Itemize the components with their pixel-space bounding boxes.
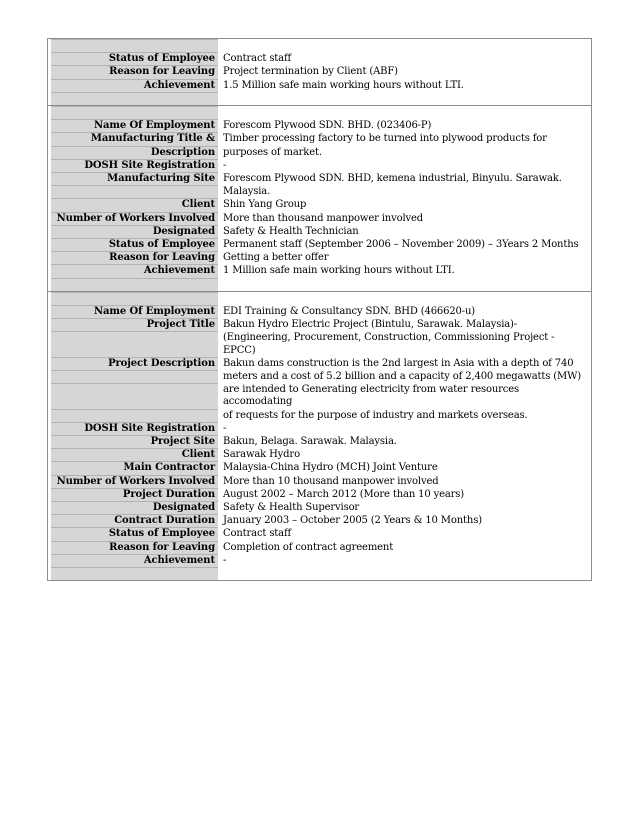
- table-row: [48, 541, 591, 554]
- end-value-cell: [221, 567, 591, 580]
- table-row: [48, 238, 591, 251]
- field-label: Achievement: [51, 79, 218, 92]
- spacer-label-cell: [51, 292, 218, 305]
- field-label: [51, 383, 218, 408]
- field-label: Status of Employee: [51, 52, 218, 65]
- table-row: [48, 461, 591, 474]
- section-spacer-row: [48, 106, 591, 119]
- field-value: Shin Yang Group: [221, 198, 591, 211]
- field-value: -: [221, 554, 591, 567]
- field-value: of requests for the purpose of industry and markets overseas.: [221, 409, 591, 422]
- field-value: Sarawak Hydro: [221, 448, 591, 461]
- field-value: Contract staff: [221, 527, 591, 540]
- field-label: DOSH Site Registration: [51, 422, 218, 435]
- field-label: Client: [51, 448, 218, 461]
- field-label: Number of Workers Involved: [51, 475, 218, 488]
- table-row: [48, 370, 591, 383]
- field-label: Reason for Leaving: [51, 251, 218, 264]
- field-value: Contract staff: [221, 52, 591, 65]
- field-label: Number of Workers Involved: [51, 212, 218, 225]
- table-row: [48, 132, 591, 145]
- end-label-cell: [51, 92, 218, 105]
- field-label: DOSH Site Registration: [51, 159, 218, 172]
- end-label-cell: [51, 567, 218, 580]
- field-value: (Engineering, Procurement, Construction, Commissioning Project - EPCC): [221, 331, 591, 356]
- field-value: More than 10 thousand manpower involved: [221, 475, 591, 488]
- field-label: Designated: [51, 501, 218, 514]
- field-value: Project termination by Client (ABF): [221, 65, 591, 78]
- table-row: [48, 475, 591, 488]
- field-label: Project Title: [51, 318, 218, 331]
- field-value: More than thousand manpower involved: [221, 212, 591, 225]
- field-value: are intended to Generating electricity from water resources accomodating: [221, 383, 591, 408]
- field-value: Timber processing factory to be turned into plywood products for: [221, 132, 591, 145]
- field-value: Getting a better offer: [221, 251, 591, 264]
- table-row: [48, 119, 591, 132]
- field-value: purposes of market.: [221, 146, 591, 159]
- field-value: 1.5 Million safe main working hours without LTI.: [221, 79, 591, 92]
- field-value: [221, 39, 591, 52]
- table-row: [48, 212, 591, 225]
- table-row: [48, 383, 591, 408]
- section-end-row: [48, 567, 591, 580]
- table-row: [48, 448, 591, 461]
- field-label: [51, 39, 218, 52]
- table-row: [48, 185, 591, 198]
- field-value: Safety & Health Supervisor: [221, 501, 591, 514]
- field-label: [51, 370, 218, 383]
- table-row: [48, 65, 591, 78]
- field-label: Name Of Employment: [51, 119, 218, 132]
- field-value: January 2003 – October 2005 (2 Years & 10 Months): [221, 514, 591, 527]
- field-value: 1 Million safe main working hours without LTI.: [221, 264, 591, 277]
- field-value: Malaysia.: [221, 185, 591, 198]
- field-value: Malaysia-China Hydro (MCH) Joint Venture: [221, 461, 591, 474]
- field-value: Completion of contract agreement: [221, 541, 591, 554]
- field-label: Reason for Leaving: [51, 65, 218, 78]
- employment-section: [48, 291, 591, 580]
- table-row: [48, 488, 591, 501]
- field-label: [51, 331, 218, 356]
- table-row: [48, 39, 591, 52]
- employment-section: [48, 39, 591, 105]
- field-value: -: [221, 159, 591, 172]
- field-value: -: [221, 422, 591, 435]
- field-label: Contract Duration: [51, 514, 218, 527]
- field-label: Reason for Leaving: [51, 541, 218, 554]
- table-row: [48, 318, 591, 331]
- end-label-cell: [51, 278, 218, 291]
- table-row: [48, 251, 591, 264]
- section-end-row: [48, 278, 591, 291]
- table-row: [48, 514, 591, 527]
- field-label: Manufacturing Site: [51, 172, 218, 185]
- end-value-cell: [221, 278, 591, 291]
- table-row: [48, 198, 591, 211]
- field-label: Name Of Employment: [51, 305, 218, 318]
- section-end-row: [48, 92, 591, 105]
- employment-section: [48, 105, 591, 291]
- field-value: August 2002 – March 2012 (More than 10 years): [221, 488, 591, 501]
- field-value: EDI Training & Consultancy SDN. BHD (466620-u): [221, 305, 591, 318]
- field-value: Bakun, Belaga. Sarawak. Malaysia.: [221, 435, 591, 448]
- spacer-value-cell: [221, 292, 591, 305]
- field-label: Project Description: [51, 357, 218, 370]
- table-row: [48, 422, 591, 435]
- field-label: Status of Employee: [51, 238, 218, 251]
- spacer-label-cell: [51, 106, 218, 119]
- field-label: Project Duration: [51, 488, 218, 501]
- table-row: [48, 501, 591, 514]
- field-value: Forescom Plywood SDN. BHD, kemena industrial, Binyulu. Sarawak.: [221, 172, 591, 185]
- employment-history-table: [47, 38, 592, 581]
- table-row: [48, 527, 591, 540]
- spacer-value-cell: [221, 106, 591, 119]
- field-label: Client: [51, 198, 218, 211]
- end-value-cell: [221, 92, 591, 105]
- table-row: [48, 52, 591, 65]
- field-value: Bakun dams construction is the 2nd largest in Asia with a depth of 740: [221, 357, 591, 370]
- table-row: [48, 159, 591, 172]
- field-label: Description: [51, 146, 218, 159]
- section-spacer-row: [48, 292, 591, 305]
- field-label: Main Contractor: [51, 461, 218, 474]
- field-label: Achievement: [51, 264, 218, 277]
- table-row: [48, 435, 591, 448]
- field-label: [51, 409, 218, 422]
- field-label: Achievement: [51, 554, 218, 567]
- field-label: Manufacturing Title &: [51, 132, 218, 145]
- table-row: [48, 146, 591, 159]
- field-value: Forescom Plywood SDN. BHD. (023406-P): [221, 119, 591, 132]
- table-row: [48, 225, 591, 238]
- field-label: Project Site: [51, 435, 218, 448]
- table-row: [48, 331, 591, 356]
- table-row: [48, 79, 591, 92]
- field-value: Bakun Hydro Electric Project (Bintulu, Sarawak. Malaysia)-: [221, 318, 591, 331]
- table-row: [48, 554, 591, 567]
- field-label: Designated: [51, 225, 218, 238]
- field-value: Permanent staff (September 2006 – November 2009) – 3Years 2 Months: [221, 238, 591, 251]
- field-label: [51, 185, 218, 198]
- field-value: meters and a cost of 5.2 billion and a capacity of 2,400 megawatts (MW): [221, 370, 591, 383]
- table-row: [48, 357, 591, 370]
- table-row: [48, 305, 591, 318]
- field-label: Status of Employee: [51, 527, 218, 540]
- table-row: [48, 409, 591, 422]
- field-value: Safety & Health Technician: [221, 225, 591, 238]
- table-row: [48, 172, 591, 185]
- table-row: [48, 264, 591, 277]
